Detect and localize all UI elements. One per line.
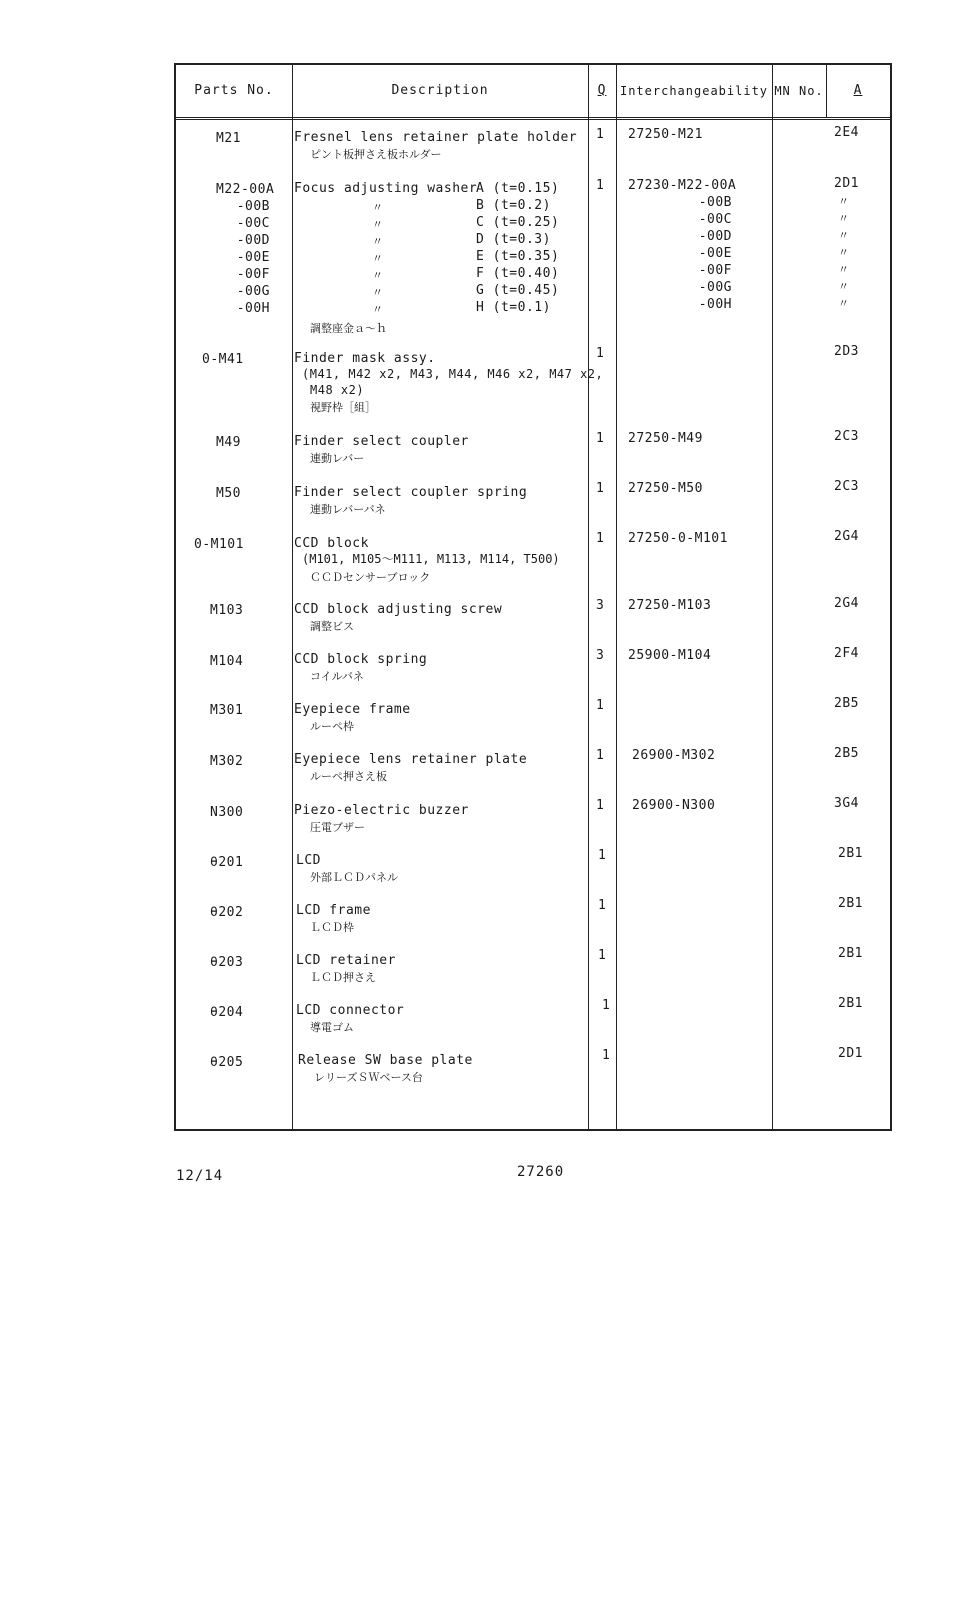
part-description: Finder select coupler spring (294, 485, 528, 500)
part-number: M21 (216, 131, 241, 146)
part-description-jp: コイルバネ (310, 670, 364, 683)
part-number: M22-00A (216, 182, 275, 197)
ditto-mark: 〃 (372, 252, 383, 265)
part-number: 0-M41 (202, 352, 244, 367)
washer-grade: E (t=0.35) (476, 249, 560, 264)
part-location: 2B1 (838, 946, 863, 961)
part-description: CCD block spring (294, 652, 428, 667)
part-quantity: 1 (596, 481, 605, 496)
part-interchangeability: 27250-0-M101 (628, 531, 728, 546)
part-description-jp: 導電ゴム (310, 1021, 354, 1034)
part-number: M302 (210, 754, 244, 769)
part-location: 〃 (838, 229, 849, 242)
part-number: -00B (236, 199, 270, 214)
part-location: 2B1 (838, 896, 863, 911)
part-location: 3G4 (834, 796, 859, 811)
part-location: 〃 (838, 246, 849, 259)
part-number: θ204 (210, 1005, 244, 1020)
part-quantity: 3 (596, 648, 605, 663)
part-number: M104 (210, 654, 244, 669)
part-interchangeability: 27250-M21 (628, 127, 703, 142)
part-number: -00H (236, 301, 270, 316)
part-description-jp: 圧電ブザー (310, 821, 365, 834)
part-description-jp: ルーペ押さえ板 (310, 770, 387, 783)
ditto-mark: 〃 (372, 218, 383, 231)
part-interchangeability: 27250-M103 (628, 598, 712, 613)
part-description: Finder select coupler (294, 434, 469, 449)
part-interchangeability: 26900-M302 (632, 748, 716, 763)
part-number: -00E (236, 250, 270, 265)
part-number: θ203 (210, 955, 244, 970)
part-quantity: 1 (596, 748, 605, 763)
part-location: 2F4 (834, 646, 859, 661)
part-location: 2D3 (834, 344, 859, 359)
part-description-detail: M48 x2) (310, 383, 365, 397)
part-number: N300 (210, 805, 244, 820)
part-description-jp: ＬＣＤ枠 (310, 921, 354, 934)
part-description-jp: 調整座金ａ～ｈ (310, 322, 387, 335)
part-description: LCD connector (296, 1003, 405, 1018)
part-description: Piezo-electric buzzer (294, 803, 469, 818)
part-interchangeability: -00H (698, 297, 732, 312)
part-description-jp: 連動レバー (310, 452, 365, 465)
part-interchangeability: -00B (698, 195, 732, 210)
part-description-jp: ルーペ枠 (310, 720, 354, 733)
part-location: 2G4 (834, 596, 859, 611)
header-a: A (853, 83, 863, 98)
part-location: 2C3 (834, 429, 859, 444)
washer-grade: B (t=0.2) (476, 198, 551, 213)
ditto-mark: 〃 (372, 303, 383, 316)
washer-grade: D (t=0.3) (476, 232, 551, 247)
ditto-mark: 〃 (372, 235, 383, 248)
part-description: Eyepiece frame (294, 702, 411, 717)
header-mn-no: MN No. (774, 84, 824, 98)
part-description: CCD block (294, 536, 369, 551)
part-description: CCD block adjusting screw (294, 602, 503, 617)
part-location: 2D1 (834, 176, 859, 191)
washer-grade: C (t=0.25) (476, 215, 560, 230)
page-number: 12/14 (176, 1168, 224, 1184)
part-description-detail: (M101, M105～M111, M113, M114, T500) (302, 552, 560, 566)
part-description-jp: レリーズＳＷベース台 (314, 1071, 423, 1084)
part-description: LCD (296, 853, 321, 868)
part-description: Focus adjusting washer (294, 181, 478, 196)
model-number: 27260 (517, 1164, 565, 1180)
part-quantity: 1 (598, 898, 607, 913)
part-number: θ201 (210, 855, 244, 870)
column-divider (826, 65, 827, 117)
part-interchangeability: 25900-M104 (628, 648, 712, 663)
part-location: 〃 (838, 195, 849, 208)
part-quantity: 1 (596, 178, 605, 193)
part-quantity: 1 (596, 127, 605, 142)
part-description-jp: ＣＣＤセンサーブロック (310, 571, 431, 584)
part-description-jp: 調整ビス (310, 620, 354, 633)
part-number: -00F (236, 267, 270, 282)
part-location: 2B1 (838, 996, 863, 1011)
part-description: Finder mask assy. (294, 351, 436, 366)
column-divider (292, 65, 293, 1129)
ditto-mark: 〃 (372, 286, 383, 299)
part-number: θ205 (210, 1055, 244, 1070)
part-location: 2B5 (834, 746, 859, 761)
part-number: θ202 (210, 905, 244, 920)
part-description-jp: 視野枠［組］ (310, 401, 376, 414)
part-interchangeability: -00C (698, 212, 732, 227)
ditto-mark: 〃 (372, 201, 383, 214)
part-description: LCD retainer (296, 953, 396, 968)
part-interchangeability: 27250-M50 (628, 481, 703, 496)
part-quantity: 1 (596, 698, 605, 713)
part-description-jp: ＬＣＤ押さえ (310, 971, 376, 984)
part-location: 〃 (838, 212, 849, 225)
part-location: 2E4 (834, 125, 859, 140)
part-quantity: 1 (596, 798, 605, 813)
part-quantity: 1 (598, 848, 607, 863)
part-number: -00D (236, 233, 270, 248)
part-description: Release SW base plate (298, 1053, 473, 1068)
part-interchangeability: -00F (698, 263, 732, 278)
part-number: -00G (236, 284, 270, 299)
washer-grade: F (t=0.40) (476, 266, 560, 281)
part-interchangeability: -00G (698, 280, 732, 295)
part-description-jp: ピント板押さえ板ホルダー (310, 148, 442, 161)
washer-grade: H (t=0.1) (476, 300, 551, 315)
header-description: Description (391, 83, 489, 98)
column-divider (588, 65, 589, 1129)
part-description: Fresnel lens retainer plate holder (294, 130, 578, 145)
part-quantity: 1 (602, 998, 611, 1013)
part-number: M49 (216, 435, 241, 450)
part-number: 0-M101 (194, 537, 244, 552)
part-quantity: 1 (596, 531, 605, 546)
part-number: -00C (236, 216, 270, 231)
part-quantity: 1 (596, 431, 605, 446)
part-interchangeability: 27230-M22-00A (628, 178, 737, 193)
part-location: 2B1 (838, 846, 863, 861)
part-number: M50 (216, 486, 241, 501)
washer-grade: A (t=0.15) (476, 181, 560, 196)
part-location: 2B5 (834, 696, 859, 711)
part-quantity: 3 (596, 598, 605, 613)
part-location: 2G4 (834, 529, 859, 544)
part-description-jp: 連動レバーバネ (310, 503, 386, 516)
column-divider (772, 65, 773, 1129)
part-description: LCD frame (296, 903, 371, 918)
header-q: Q (597, 83, 607, 98)
part-quantity: 1 (596, 346, 605, 361)
part-location: 2D1 (838, 1046, 863, 1061)
part-description-jp: 外部ＬＣＤパネル (310, 871, 398, 884)
part-location: 〃 (838, 297, 849, 310)
ditto-mark: 〃 (372, 269, 383, 282)
washer-grade: G (t=0.45) (476, 283, 560, 298)
part-description-detail: (M41, M42 x2, M43, M44, M46 x2, M47 x2, (302, 367, 604, 381)
part-number: M301 (210, 703, 244, 718)
part-location: 2C3 (834, 479, 859, 494)
table-header (176, 65, 890, 120)
part-location: 〃 (838, 280, 849, 293)
part-quantity: 1 (602, 1048, 611, 1063)
part-interchangeability: -00D (698, 229, 732, 244)
part-description: Eyepiece lens retainer plate (294, 752, 528, 767)
header-parts-no: Parts No. (194, 83, 274, 98)
header-interchangeability: Interchangeability (619, 84, 769, 98)
parts-table (174, 63, 892, 1131)
part-interchangeability: -00E (698, 246, 732, 261)
part-interchangeability: 26900-N300 (632, 798, 716, 813)
part-interchangeability: 27250-M49 (628, 431, 703, 446)
part-quantity: 1 (598, 948, 607, 963)
part-location: 〃 (838, 263, 849, 276)
part-number: M103 (210, 603, 244, 618)
